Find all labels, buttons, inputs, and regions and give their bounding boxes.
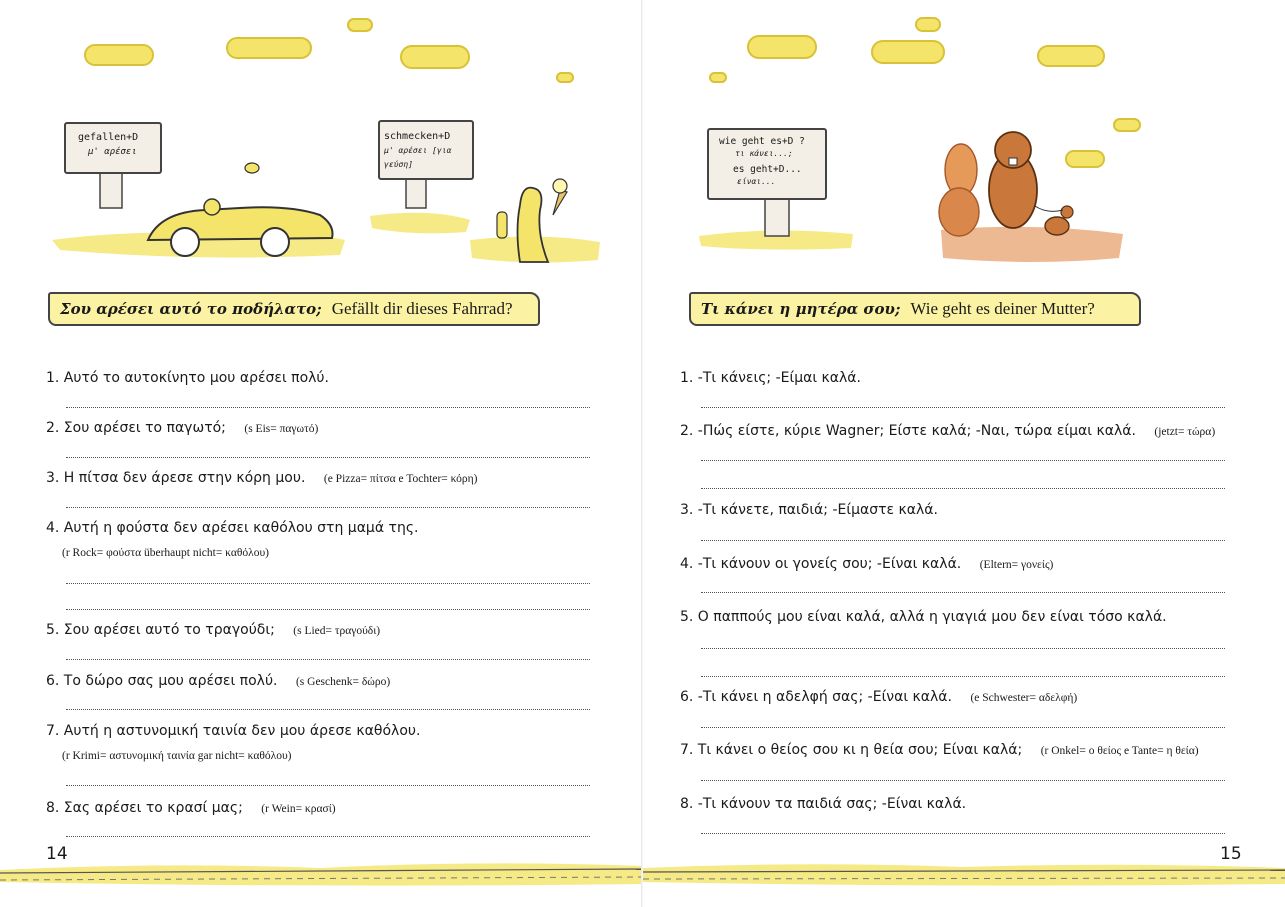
answer-line[interactable]	[701, 407, 1225, 408]
vocab-hint: (e Pizza= πίτσα e Tochter= κόρη)	[323, 473, 478, 485]
exercise-sentence: 2. Σου αρέσει το παγωτό;	[46, 420, 226, 436]
answer-line[interactable]	[66, 785, 590, 786]
exercise-sentence: 4. Αυτή η φούστα δεν αρέσει καθόλου στη μαμά της.	[46, 520, 419, 536]
page-number: 15	[1220, 844, 1242, 864]
exercise-item	[680, 370, 861, 386]
answer-line[interactable]	[66, 583, 590, 584]
exercise-item	[46, 723, 420, 739]
vocab-hint: (r Wein= κρασί)	[261, 803, 336, 815]
exercise-sentence: 4. -Τι κάνουν οι γονείς σου; -Είναι καλά.	[680, 556, 962, 572]
vocab-hint: (s Lied= τραγούδι)	[293, 625, 381, 637]
exercise-item	[46, 470, 478, 486]
exercise-sentence: 1. Αυτό το αυτοκίνητο μου αρέσει πολύ.	[46, 370, 329, 386]
exercise-sentence: 2. -Πώς είστε, κύριε Wagner; Είστε καλά; -Ναι, τώρα είμαι καλά.	[680, 423, 1136, 439]
sign-verb: gefallen+D	[78, 132, 139, 143]
banner-german: Wie geht es deiner Mutter?	[910, 299, 1095, 318]
exercise-sentence: 6. Το δώρο σας μου αρέσει πολύ.	[46, 673, 278, 689]
exercise-sentence: 6. -Τι κάνει η αδελφή σας; -Είναι καλά.	[680, 689, 952, 705]
sign-translation: τι κάνει...;	[735, 149, 793, 158]
exercise-item	[46, 673, 390, 689]
sign-verb: es geht+D...	[733, 164, 802, 175]
vocab-hint: (e Schwester= αδελφή)	[970, 692, 1078, 704]
vocab-hint: (s Geschenk= δώρο)	[295, 676, 391, 688]
answer-line[interactable]	[701, 676, 1225, 677]
ground-strip-illustration	[643, 858, 1285, 888]
sign-verb: wie geht es+D ?	[719, 136, 805, 147]
exercise-sentence: 3. -Τι κάνετε, παιδιά; -Είμαστε καλά.	[680, 502, 938, 518]
answer-line[interactable]	[66, 609, 590, 610]
vocab-hint: (Eltern= γονείς)	[979, 559, 1054, 571]
answer-line[interactable]	[66, 407, 590, 408]
exercise-sentence: 3. Η πίτσα δεν άρεσε στην κόρη μου.	[46, 470, 306, 486]
vocab-hint: (r Onkel= ο θείος e Tante= η θεία)	[1040, 745, 1199, 757]
vocab-hint: (r Krimi= αστυνομική ταινία gar nicht= καθόλου)	[62, 750, 292, 762]
sign-translation: μ' αρέσει [για γεύση]	[384, 146, 452, 169]
exercise-sentence: 5. Ο παππούς μου είναι καλά, αλλά η γιαγιά μου δεν είναι τόσο καλά.	[680, 609, 1167, 625]
exercise-item	[46, 800, 336, 816]
answer-line[interactable]	[66, 457, 590, 458]
exercise-sentence: 8. -Τι κάνουν τα παιδιά σας; -Είναι καλά.	[680, 796, 967, 812]
sign-translation: μ' αρέσει	[88, 147, 137, 157]
answer-line[interactable]	[701, 780, 1225, 781]
banner-greek: Σου αρέσει αυτό το ποδήλατο;	[60, 300, 322, 318]
left-page	[0, 0, 642, 907]
right-page	[643, 0, 1285, 907]
answer-line[interactable]	[701, 540, 1225, 541]
sign-board	[64, 122, 162, 174]
exercise-item	[46, 622, 380, 638]
section-banner	[48, 292, 540, 326]
sign-board	[707, 128, 827, 200]
exercise-item	[46, 520, 418, 536]
vocab-hint: (jetzt= τώρα)	[1154, 426, 1216, 438]
answer-line[interactable]	[66, 709, 590, 710]
exercise-item	[680, 742, 1199, 758]
exercise-item	[680, 423, 1215, 439]
answer-line[interactable]	[701, 488, 1225, 489]
exercise-sentence: 7. Τι κάνει ο θείος σου κι η θεία σου; Είναι καλά;	[680, 742, 1023, 758]
vocab-hint: (s Eis= παγωτό)	[244, 423, 319, 435]
exercise-sentence: 7. Αυτή η αστυνομική ταινία δεν μου άρεσε καθόλου.	[46, 723, 421, 739]
banner-german: Gefällt dir dieses Fahrrad?	[331, 299, 513, 318]
exercise-item	[680, 502, 938, 518]
answer-line[interactable]	[701, 460, 1225, 461]
exercise-sentence: 8. Σας αρέσει το κρασί μας;	[46, 800, 243, 816]
exercise-item	[680, 796, 966, 812]
answer-line[interactable]	[66, 659, 590, 660]
answer-line[interactable]	[66, 507, 590, 508]
answer-line[interactable]	[701, 592, 1225, 593]
exercise-sentence: 1. -Τι κάνεις; -Είμαι καλά.	[680, 370, 861, 386]
exercise-item	[46, 420, 318, 436]
banner-greek: Τι κάνει η μητέρα σου;	[701, 300, 901, 318]
sign-verb: schmecken+D	[384, 131, 451, 142]
exercise-sentence: 5. Σου αρέσει αυτό το τραγούδι;	[46, 622, 275, 638]
answer-line[interactable]	[66, 836, 590, 837]
ground-strip-illustration	[0, 858, 642, 888]
sign-board	[378, 120, 474, 180]
section-banner	[689, 292, 1141, 326]
vocab-hint: (r Rock= φούστα überhaupt nicht= καθόλου)	[62, 547, 270, 559]
sign-translation: είναι...	[737, 177, 776, 186]
exercise-item	[46, 370, 329, 386]
page-number: 14	[46, 844, 68, 864]
answer-line[interactable]	[701, 727, 1225, 728]
exercise-item	[680, 689, 1077, 705]
exercise-item	[680, 609, 1167, 625]
answer-line[interactable]	[701, 648, 1225, 649]
answer-line[interactable]	[701, 833, 1225, 834]
exercise-item	[680, 556, 1053, 572]
